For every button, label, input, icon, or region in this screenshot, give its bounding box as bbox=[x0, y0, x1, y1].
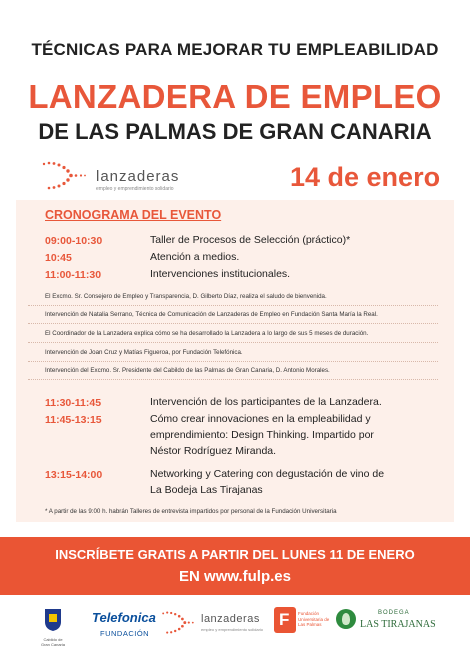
bodega-top-label: BODEGA bbox=[378, 610, 410, 616]
schedule-time: 09:00-10:30 bbox=[45, 235, 103, 247]
subtitle-top: TÉCNICAS PARA MEJORAR TU EMPLEABILIDAD bbox=[31, 40, 439, 59]
schedule-time: 10:45 bbox=[45, 252, 72, 264]
location-title: DE LAS PALMAS DE GRAN CANARIA bbox=[38, 119, 432, 144]
speaker-note: Intervención del Excmo. Sr. Presidente del Cabildo de las Palmas de Gran Canaria, D. Antonio Morales. bbox=[45, 367, 330, 374]
divider bbox=[28, 379, 438, 380]
divider bbox=[28, 323, 438, 324]
schedule-time: 11:45-13:15 bbox=[45, 414, 102, 426]
cabildo-shield-icon bbox=[44, 608, 62, 632]
divider bbox=[28, 342, 438, 343]
cabildo-logo bbox=[40, 608, 66, 647]
event-date: 14 de enero bbox=[290, 162, 441, 192]
schedule-activity-line: Néstor Rodríguez Miranda. bbox=[150, 445, 277, 457]
schedule-time: 13:15-14:00 bbox=[45, 469, 103, 481]
schedule-activity: Intervenciones institucionales. bbox=[150, 268, 291, 280]
schedule-activity-line: Networking y Catering con degustación de vino de bbox=[150, 468, 385, 480]
fulp-label: Fundación Universitaria de Las Palmas bbox=[298, 611, 330, 627]
bodega-emblem-icon bbox=[336, 609, 356, 629]
speaker-note: El Excmo. Sr. Consejero de Empleo y Transparencia, D. Gilberto Díaz, realiza el saludo de bienvenida. bbox=[45, 293, 327, 300]
schedule-activity: Taller de Procesos de Selección (práctico)* bbox=[150, 234, 351, 246]
speaker-note: El Coordinador de la Lanzadera explica cómo se ha desarrollado la Lanzadera a lo largo de sus 5 meses de duración. bbox=[45, 330, 369, 337]
schedule-activity: Intervención de los participantes de la Lanzadera. bbox=[150, 396, 382, 408]
schedule-time: 11:30-11:45 bbox=[45, 397, 102, 409]
main-title: LANZADERA DE EMPLEO bbox=[28, 78, 442, 115]
telefonica-logo: Telefonica bbox=[92, 610, 156, 625]
schedule-activity: Atención a medios. bbox=[150, 251, 240, 263]
lanzaderas-small-logo-icon bbox=[160, 608, 200, 638]
lanzaderas-logo-name: lanzaderas bbox=[96, 168, 180, 185]
fulp-logo-icon: F bbox=[274, 607, 296, 633]
schedule-activity-line: Cómo crear innovaciones en la empleabilidad y bbox=[150, 413, 371, 425]
lanzaderas-logo-tagline: empleo y emprendimiento solidario bbox=[96, 186, 174, 192]
lanzaderas-logo-icon bbox=[40, 158, 90, 194]
divider bbox=[28, 361, 438, 362]
footnote: * A partir de las 9:00 h. habrán Talleres de entrevista impartidos por personal de la Fundación Universitaria bbox=[45, 508, 337, 515]
divider bbox=[28, 305, 438, 306]
schedule-title: CRONOGRAMA DEL EVENTO bbox=[45, 208, 222, 222]
lanzaderas-small-name: lanzaderas bbox=[201, 613, 260, 625]
registration-banner bbox=[0, 537, 470, 595]
bodega-name: LAS TIRAJANAS bbox=[360, 619, 436, 630]
registration-text: INSCRÍBETE GRATIS A PARTIR DEL LUNES 11 DE ENERO bbox=[55, 547, 415, 562]
schedule-activity-line: La Bodeja Las Tirajanas bbox=[150, 484, 263, 496]
cabildo-label: Cabildo de Gran Canaria bbox=[40, 637, 65, 647]
schedule-time: 11:00-11:30 bbox=[45, 269, 102, 281]
registration-link[interactable]: EN www.fulp.es bbox=[179, 568, 291, 585]
schedule-activity-line: emprendimiento: Design Thinking. Impartido por bbox=[150, 429, 374, 441]
speaker-note: Intervención de Joan Cruz y Matías Figueroa, por Fundación Telefónica. bbox=[45, 349, 243, 356]
telefonica-sub: FUNDACIÓN bbox=[100, 629, 150, 638]
lanzaderas-small-tagline: empleo y emprendimiento solidario bbox=[201, 627, 264, 632]
speaker-note: Intervención de Natalia Serrano, Técnica de Comunicación de Lanzaderas de Empleo en Fundación Santa María la Real. bbox=[45, 311, 378, 318]
